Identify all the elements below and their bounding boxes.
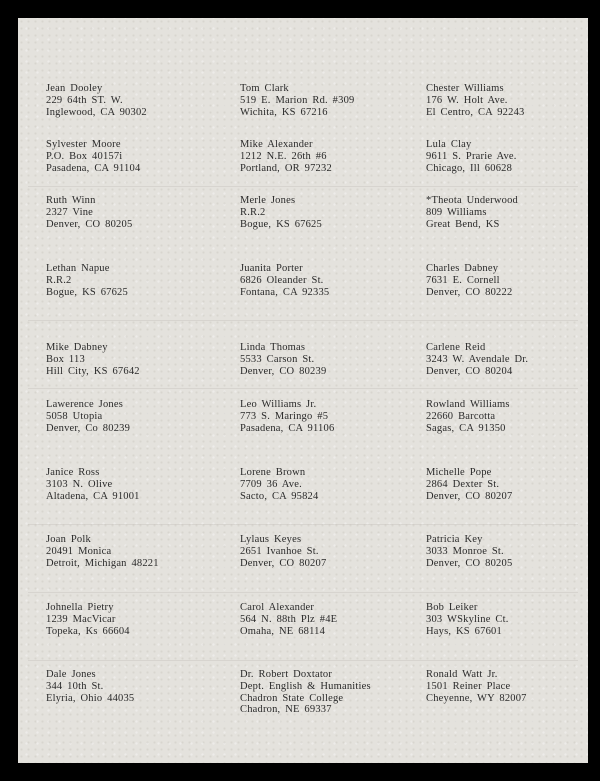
label-address-line: Chicago, Ill 60628	[426, 162, 513, 174]
label-address-line: Bogue, KS 67625	[240, 218, 322, 230]
label-name: Dale Jones	[46, 669, 96, 680]
label-address-line: Omaha, NE 68114	[240, 625, 326, 637]
label-name: Joan Polk	[46, 534, 91, 545]
label-name: Leo Williams Jr.	[240, 399, 317, 410]
label-address-line: 564 N. 88th Plz #4E	[240, 613, 338, 625]
address-label	[426, 83, 596, 118]
address-label	[46, 467, 216, 502]
label-address-line: 7709 36 Ave.	[240, 478, 302, 490]
label-name: Linda Thomas	[240, 342, 306, 353]
label-address-line: 2651 Ivanhoe St.	[240, 545, 319, 557]
label-name: Rowland Williams	[426, 399, 510, 410]
label-name: Lethan Napue	[46, 263, 110, 274]
label-address-line: 3033 Monroe St.	[426, 545, 504, 557]
label-name: Ronald Watt Jr.	[426, 669, 498, 680]
label-address-line: Denver, CO 80207	[240, 557, 327, 569]
label-name: Merle Jones	[240, 195, 296, 206]
label-address-line: Chadron State College	[240, 692, 344, 704]
address-label	[46, 669, 216, 704]
label-address-line: 303 WSkyline Ct.	[426, 613, 509, 625]
label-address-line: Denver, CO 80204	[426, 365, 513, 377]
label-name: Charles Dabney	[426, 263, 499, 274]
label-address-line: Hill City, KS 67642	[46, 365, 140, 377]
address-label	[240, 195, 410, 230]
address-label	[46, 342, 216, 377]
address-label	[240, 399, 410, 434]
label-name: Lylaus Keyes	[240, 534, 302, 545]
label-address-line: Dept. English & Humanities	[240, 680, 371, 692]
label-address-line: Elyria, Ohio 44035	[46, 692, 135, 704]
address-label	[240, 342, 410, 377]
label-name: Johnella Pietry	[46, 602, 114, 613]
label-name: Lula Clay	[426, 139, 472, 150]
address-label	[240, 602, 410, 637]
label-address-line: R.R.2	[46, 274, 72, 286]
label-name: Patricia Key	[426, 534, 483, 545]
label-address-line: 519 E. Marion Rd. #309	[240, 94, 355, 106]
label-address-line: Wichita, KS 67216	[240, 106, 328, 118]
label-address-line: Altadena, CA 91001	[46, 490, 140, 502]
address-label	[46, 83, 216, 118]
label-address-line: Inglewood, CA 90302	[46, 106, 147, 118]
label-sheet	[18, 18, 588, 763]
address-label	[240, 534, 410, 569]
address-label	[240, 83, 410, 118]
label-address-line: Detroit, Michigan 48221	[46, 557, 159, 569]
label-address-line: Sagas, CA 91350	[426, 422, 506, 434]
address-label	[46, 602, 216, 637]
address-label	[46, 263, 216, 298]
label-address-line: 6826 Oleander St.	[240, 274, 324, 286]
label-address-line: 773 S. Maringo #5	[240, 410, 329, 422]
label-address-line: Chadron, NE 69337	[240, 704, 332, 716]
label-address-line: 22660 Barcotta	[426, 410, 496, 422]
label-address-line: Denver, Co 80239	[46, 422, 131, 434]
address-label	[426, 534, 596, 569]
address-label	[426, 195, 596, 230]
label-address-line: Denver, CO 80239	[240, 365, 327, 377]
label-address-line: Bogue, KS 67625	[46, 286, 128, 298]
label-address-line: 5058 Utopia	[46, 410, 103, 422]
label-address-line: R.R.2	[240, 206, 266, 218]
address-label	[426, 669, 596, 704]
address-label	[426, 263, 596, 298]
address-label	[46, 534, 216, 569]
label-address-line: 3103 N. Olive	[46, 478, 113, 490]
address-label	[426, 467, 596, 502]
label-address-line: 1239 MacVicar	[46, 613, 116, 625]
label-name: Chester Williams	[426, 83, 504, 94]
address-label	[240, 467, 410, 502]
label-name: Bob Leiker	[426, 602, 478, 613]
label-address-line: Portland, OR 97232	[240, 162, 332, 174]
label-name: Tom Clark	[240, 83, 289, 94]
address-label	[240, 263, 410, 298]
address-label	[240, 139, 410, 174]
address-label	[240, 669, 410, 716]
address-label	[46, 195, 216, 230]
label-address-line: Denver, CO 80205	[426, 557, 513, 569]
label-name: Jean Dooley	[46, 83, 103, 94]
label-name: Dr. Robert Doxtator	[240, 669, 333, 680]
label-address-line: 9611 S. Prarie Ave.	[426, 150, 517, 162]
label-name: Lawerence Jones	[46, 399, 124, 410]
address-label	[46, 399, 216, 434]
label-address-line: 809 Williams	[426, 206, 487, 218]
label-address-line: Cheyenne, WY 82007	[426, 692, 527, 704]
label-address-line: Topeka, Ks 66604	[46, 625, 130, 637]
label-name: *Theota Underwood	[426, 195, 518, 206]
label-name: Carlene Reid	[426, 342, 486, 353]
label-name: Carol Alexander	[240, 602, 315, 613]
label-address-line: El Centro, CA 92243	[426, 106, 525, 118]
label-address-line: Box 113	[46, 353, 85, 365]
address-label	[426, 139, 596, 174]
label-address-line: 176 W. Holt Ave.	[426, 94, 508, 106]
label-address-line: 1212 N.E. 26th #6	[240, 150, 327, 162]
label-name: Lorene Brown	[240, 467, 306, 478]
label-address-line: Denver, CO 80222	[426, 286, 513, 298]
label-name: Janice Ross	[46, 467, 100, 478]
label-name: Juanita Porter	[240, 263, 303, 274]
label-name: Sylvester Moore	[46, 139, 121, 150]
label-address-line: 1501 Reiner Place	[426, 680, 511, 692]
label-name: Michelle Pope	[426, 467, 492, 478]
label-address-line: 344 10th St.	[46, 680, 104, 692]
label-name: Mike Dabney	[46, 342, 108, 353]
label-address-line: 20491 Monica	[46, 545, 112, 557]
label-name: Mike Alexander	[240, 139, 313, 150]
label-address-line: 7631 E. Cornell	[426, 274, 500, 286]
label-address-line: Denver, CO 80207	[426, 490, 513, 502]
label-address-line: Great Bend, KS	[426, 218, 500, 230]
address-label	[426, 602, 596, 637]
label-address-line: 2327 Vine	[46, 206, 94, 218]
label-address-line: Pasadena, CA 91104	[46, 162, 141, 174]
address-label	[426, 342, 596, 377]
label-address-line: Sacto, CA 95824	[240, 490, 319, 502]
label-address-line: 5533 Carson St.	[240, 353, 315, 365]
address-label	[46, 139, 216, 174]
label-address-line: Hays, KS 67601	[426, 625, 502, 637]
label-address-line: 3243 W. Avendale Dr.	[426, 353, 529, 365]
label-address-line: Fontana, CA 92335	[240, 286, 330, 298]
label-address-line: Denver, CO 80205	[46, 218, 133, 230]
label-address-line: 2864 Dexter St.	[426, 478, 500, 490]
label-address-line: Pasadena, CA 91106	[240, 422, 335, 434]
label-address-line: 229 64th ST. W.	[46, 94, 123, 106]
label-address-line: P.O. Box 40157i	[46, 150, 123, 162]
label-name: Ruth Winn	[46, 195, 96, 206]
address-label	[426, 399, 596, 434]
